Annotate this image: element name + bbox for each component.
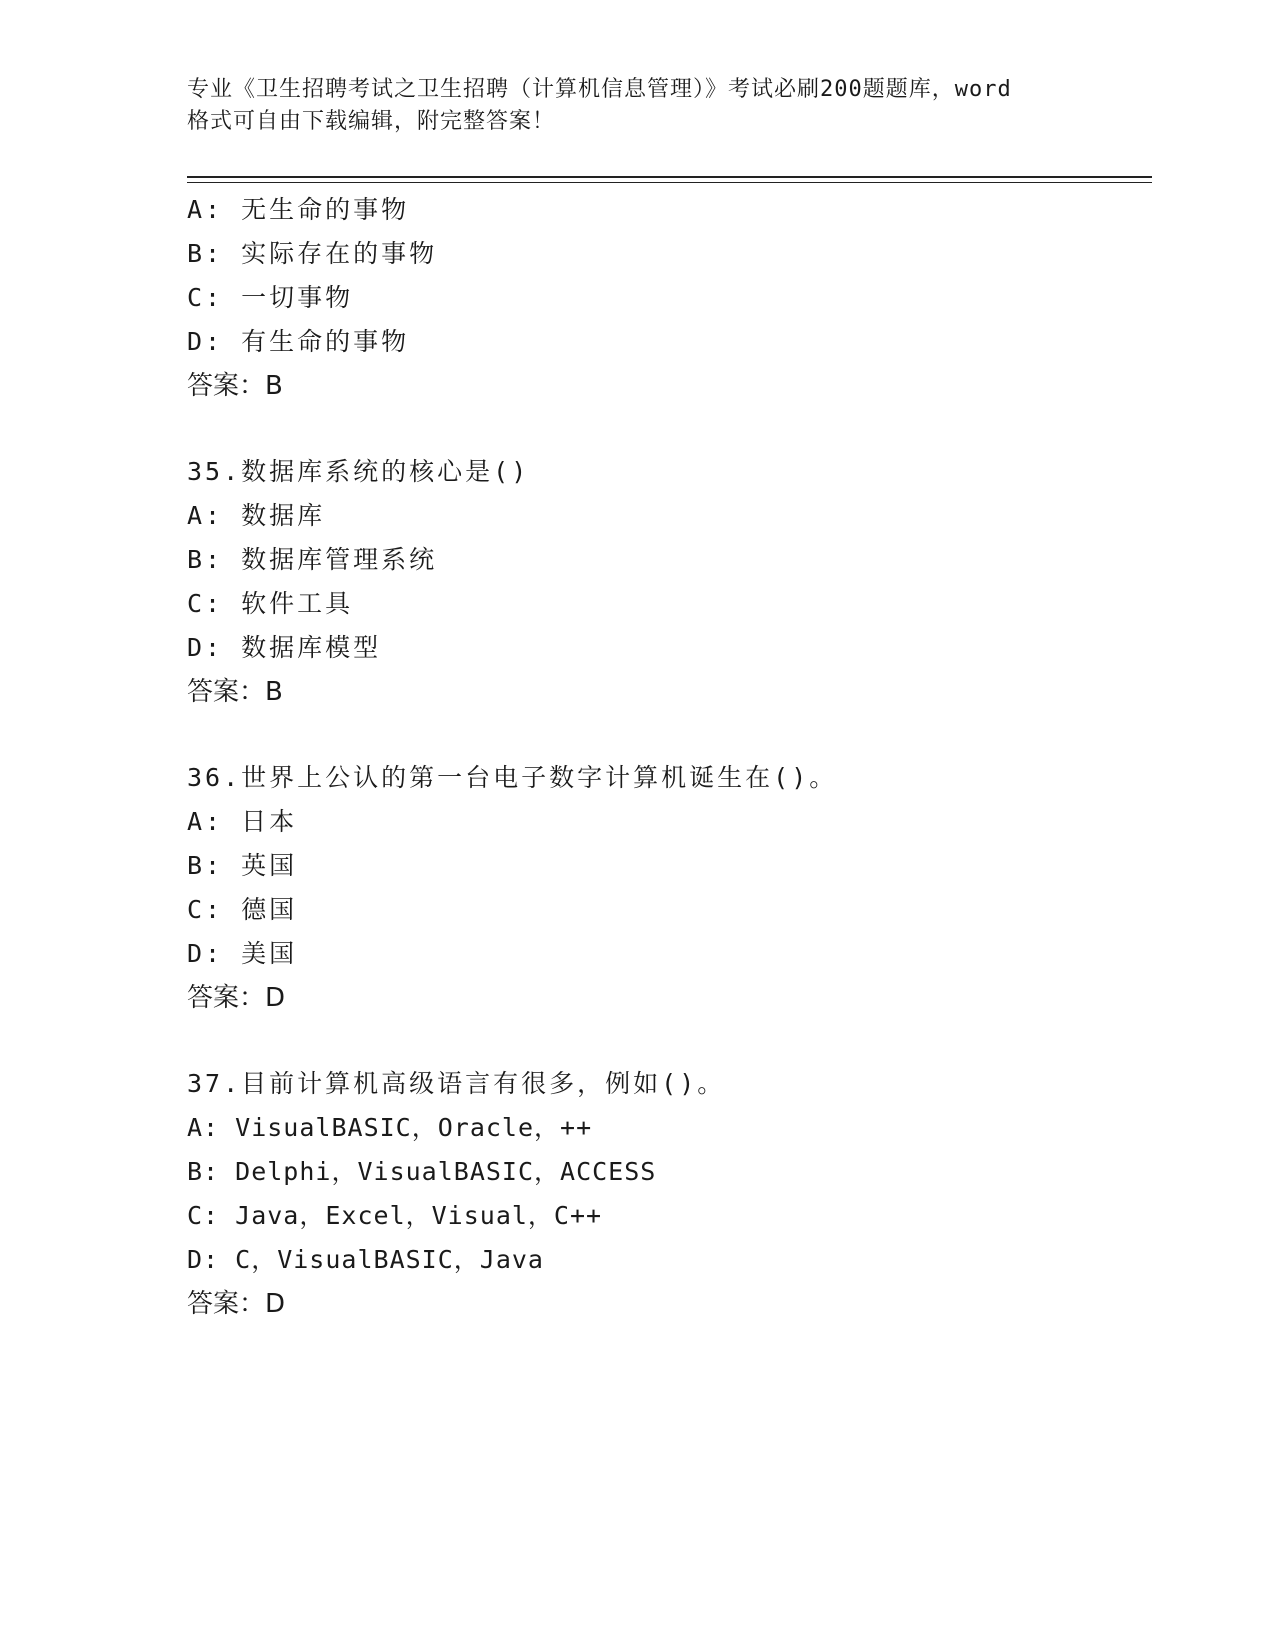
option-d: D: C，VisualBASIC，Java (187, 1245, 544, 1274)
option-b: B: 实际存在的事物 (187, 239, 438, 268)
answer-line: 答案：B (187, 677, 283, 707)
option-d: D: 数据库模型 (187, 633, 382, 662)
header-divider-thin (187, 182, 1152, 183)
option-b: B: 数据库管理系统 (187, 545, 438, 574)
header-title-line1: 专业《卫生招聘考试之卫生招聘（计算机信息管理）》考试必刷200题题库，word (187, 77, 1012, 102)
answer-line: 答案：B (187, 371, 283, 401)
question-text: 37.目前计算机高级语言有很多，例如()。 (187, 1069, 726, 1098)
question-text: 35.数据库系统的核心是() (187, 457, 530, 486)
option-c: C: Java，Excel，Visual，C++ (187, 1201, 603, 1230)
header-divider-thick (187, 176, 1152, 178)
header-title-line2: 格式可自由下载编辑，附完整答案！ (187, 109, 556, 134)
option-a: A: 无生命的事物 (187, 195, 410, 224)
option-c: C: 软件工具 (187, 589, 354, 618)
option-a: A: 数据库 (187, 501, 326, 530)
option-a: A: 日本 (187, 807, 298, 836)
answer-line: 答案：D (187, 1289, 286, 1319)
option-b: B: 英国 (187, 851, 298, 880)
question-text: 36.世界上公认的第一台电子数字计算机诞生在()。 (187, 763, 838, 792)
option-c: C: 德国 (187, 895, 298, 924)
answer-line: 答案：D (187, 983, 286, 1013)
option-a: A: VisualBASIC，Oracle，++ (187, 1113, 593, 1142)
option-b: B: Delphi，VisualBASIC，ACCESS (187, 1157, 657, 1186)
option-d: D: 有生命的事物 (187, 327, 410, 356)
option-c: C: 一切事物 (187, 283, 354, 312)
option-d: D: 美国 (187, 939, 298, 968)
document-header (187, 74, 1087, 138)
